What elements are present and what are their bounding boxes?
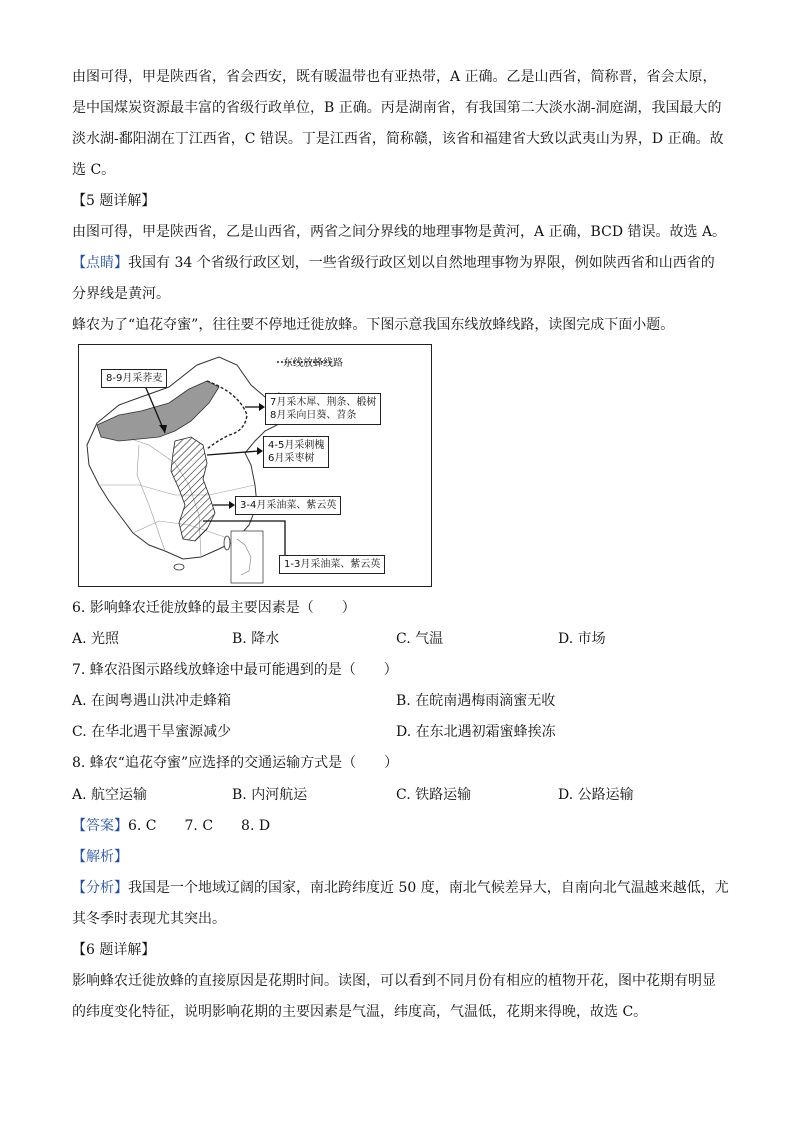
answer-text: 6. C 7. C 8. D [128, 818, 271, 834]
text-line: 由图可得，甲是陕西省，省会西安，既有暖温带也有亚热带，A 正确。乙是山西省，简称晋，省会太原， [72, 69, 717, 85]
q8-option-a[interactable]: A. 航空运输 [72, 787, 148, 803]
analysis-tag: 【解析】 [72, 849, 128, 865]
label-jan-mar: 1-3月采油菜、紫云英 [279, 555, 385, 574]
label-aug: 8月采向日葵、苕条 [270, 410, 357, 421]
label-apr-jun [263, 436, 329, 468]
q7-option-b[interactable]: B. 在皖南遇梅雨滴蜜无收 [396, 693, 556, 709]
fenxi-tag: 【分析】 [72, 880, 128, 896]
label-jul: 7月采木犀、荆条、椴树 [270, 397, 377, 408]
dianjing-tag: 【点睛】 [72, 255, 128, 271]
q7-option-c[interactable]: C. 在华北遇干旱蜜源减少 [72, 724, 232, 740]
section-heading-q6: 【6 题详解】 [72, 942, 156, 958]
text-line: 其冬季时表现尤其突出。 [72, 911, 226, 927]
answer-tag: 【答案】 [72, 818, 128, 834]
dianjing-text: 我国有 34 个省级行政区划，一些省级行政区划以自然地理事物为界限，例如陕西省和山西省的 [128, 255, 715, 271]
section-heading-q5: 【5 题详解】 [72, 193, 156, 209]
question-7-stem: 7. 蜂农沿图示路线放蜂途中最可能遇到的是（ ） [72, 662, 398, 678]
q8-option-b[interactable]: B. 内河航运 [232, 787, 308, 803]
text-line: 淡水湖-鄱阳湖在丁江西省，C 错误。丁是江西省，简称赣，该省和福建省大致以武夷山为界，D 正确。故 [72, 131, 724, 147]
question-8-stem: 8. 蜂农“追花夺蜜”应选择的交通运输方式是（ ） [72, 755, 399, 771]
q6-option-c[interactable]: C. 气温 [396, 631, 444, 647]
question-6-stem: 6. 影响蜂农迁徙放蜂的最主要因素是（ ） [72, 600, 356, 616]
label-jul-aug [265, 393, 381, 425]
text-line: 是中国煤炭资源最丰富的省级行政单位，B 正确。丙是湖南省，有我国第二大淡水湖-洞庭湖，我国最大的 [72, 100, 722, 116]
label-jun: 6月采枣树 [268, 453, 315, 464]
fenxi-line [72, 878, 729, 898]
beekeeping-route-map [78, 344, 432, 587]
label-mar-apr: 3-4月采油菜、紫云英 [235, 496, 341, 515]
q6-option-b[interactable]: B. 降水 [232, 631, 280, 647]
text-line: 影响蜂农迁徙放蜂的直接原因是花期时间。读图，可以看到不同月份有相应的植物开花，图中花期有明显 [72, 973, 716, 989]
q7-option-d[interactable]: D. 在东北遇初霜蜜蜂挨冻 [396, 724, 556, 740]
intro-text: 蜂农为了“追花夺蜜”，往往要不停地迁徙放蜂。下图示意我国东线放蜂线路，读图完成下面小题。 [72, 317, 675, 333]
answer-line [72, 816, 270, 836]
q6-option-a[interactable]: A. 光照 [72, 631, 120, 647]
text-line: 选 C。 [72, 162, 116, 178]
label-apr-may: 4-5月采刺槐 [268, 440, 325, 451]
text-line: 由图可得，甲是陕西省，乙是山西省，两省之间分界线的地理事物是黄河，A 正确，BCD 错误。故选 A。 [72, 224, 727, 240]
label-aug-sep: 8-9月采荞麦 [101, 369, 167, 388]
text-line: 的纬度变化特征，说明影响花期的主要因素是气温，纬度高，气温低，花期来得晚，故选 C。 [72, 1004, 648, 1020]
text-line: 分界线是黄河。 [72, 286, 170, 302]
q7-option-a[interactable]: A. 在闽粤遇山洪冲走蜂箱 [72, 693, 232, 709]
q8-option-c[interactable]: C. 铁路运输 [396, 787, 472, 803]
map-legend: 东线放蜂线路 [283, 358, 343, 369]
fenxi-text: 我国是一个地域辽阔的国家，南北跨纬度近 50 度，南北气候差异大，自南向北气温越来越低，尤 [128, 880, 729, 896]
q8-option-d[interactable]: D. 公路运输 [558, 787, 634, 803]
dianjing-line [72, 253, 715, 273]
q6-option-d[interactable]: D. 市场 [558, 631, 606, 647]
